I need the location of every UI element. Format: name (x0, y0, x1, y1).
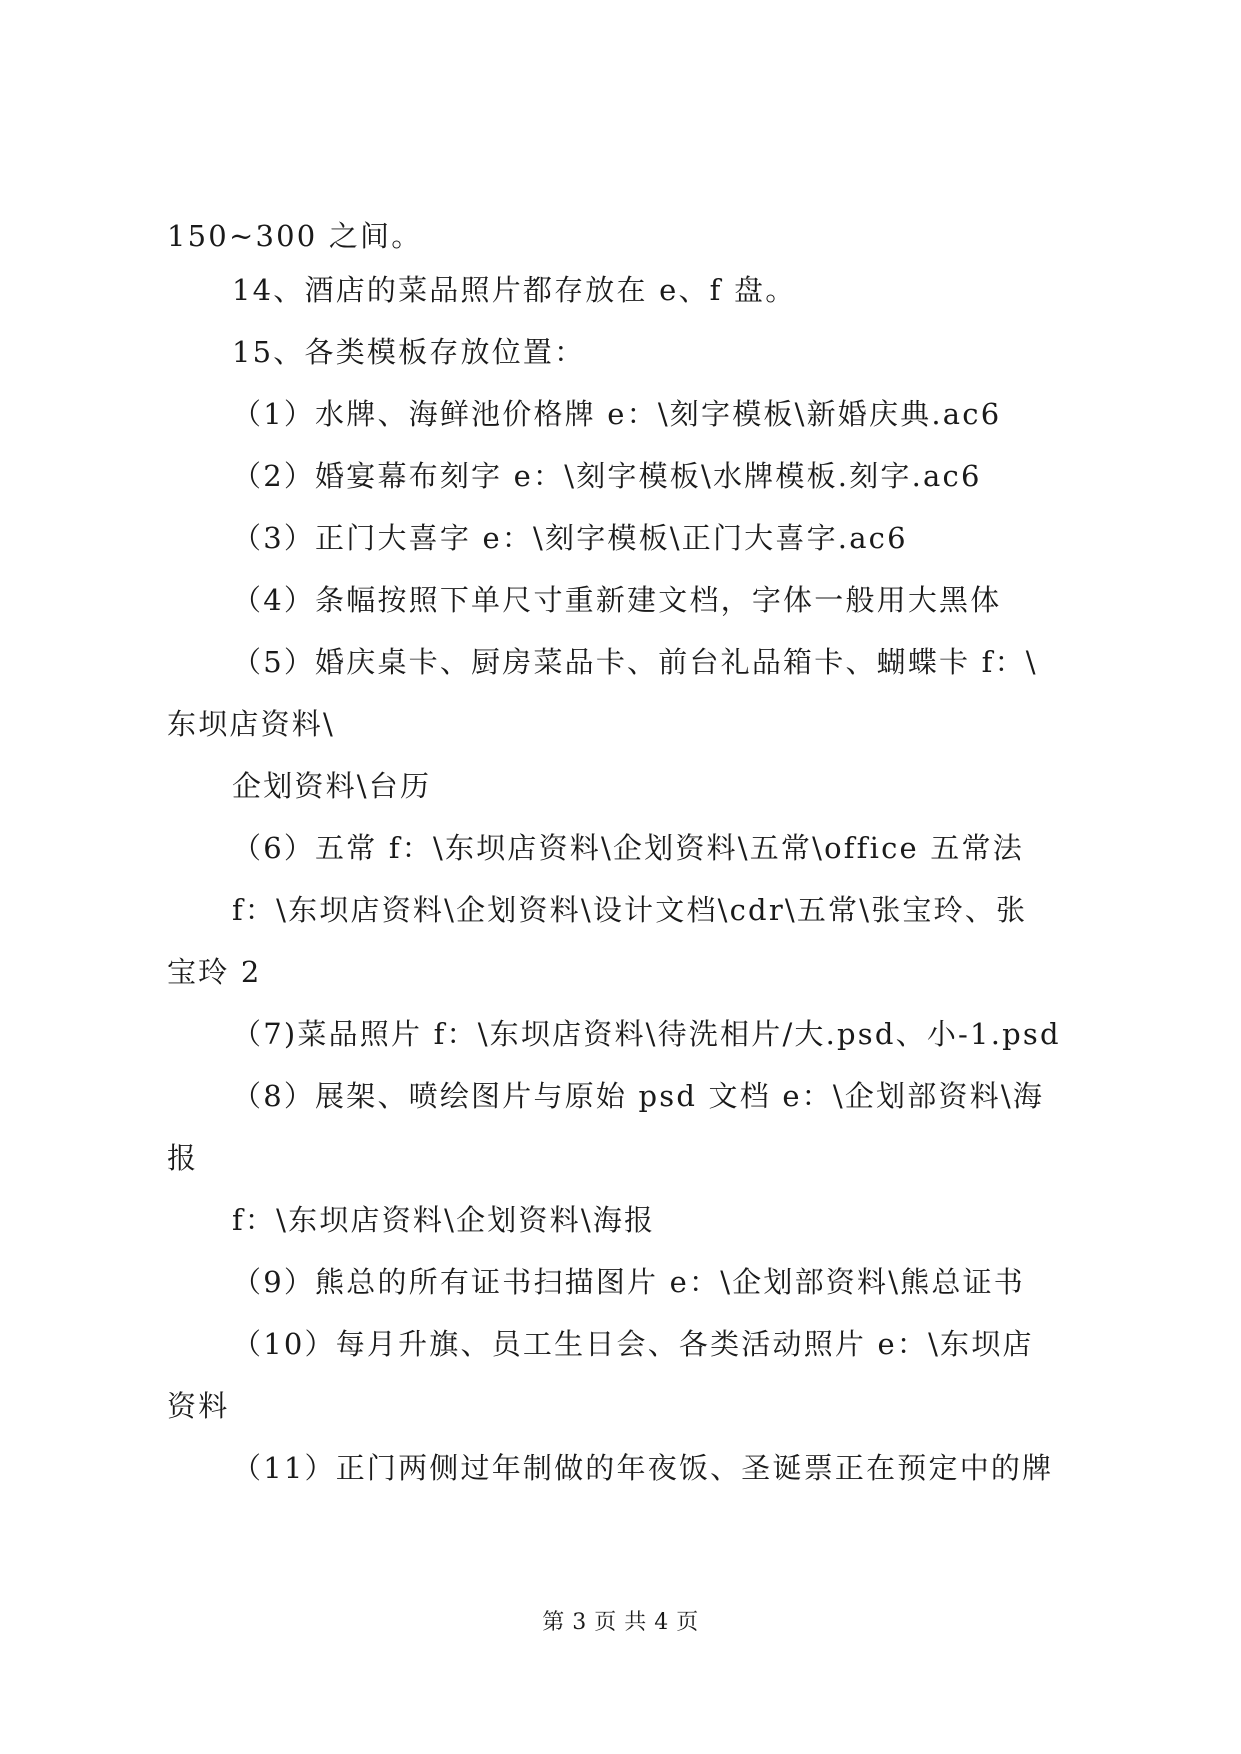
text-line: （9）熊总的所有证书扫描图片 e：\企划部资料\熊总证书 (232, 1265, 1025, 1299)
text-line: （4）条幅按照下单尺寸重新建文档，字体一般用大黑体 (232, 583, 1002, 617)
text-line: 宝玲 2 (167, 955, 262, 989)
text-line: f：\东坝店资料\企划资料\设计文档\cdr\五常\张宝玲、张 (232, 893, 1028, 927)
text-line: （5）婚庆桌卡、厨房菜品卡、前台礼品箱卡、蝴蝶卡 f：\ (232, 645, 1038, 679)
text-line: f：\东坝店资料\企划资料\海报 (232, 1203, 656, 1237)
text-line: （3）正门大喜字 e：\刻字模板\正门大喜字.ac6 (232, 521, 908, 555)
text-line: 资料 (167, 1389, 230, 1423)
page-number-footer: 第 3 页 共 4 页 (542, 1610, 699, 1635)
text-line: （1）水牌、海鲜池价格牌 e：\刻字模板\新婚庆典.ac6 (232, 397, 1002, 431)
text-line: （11）正门两侧过年制做的年夜饭、圣诞票正在预定中的牌 (232, 1451, 1054, 1485)
text-line: 14、酒店的菜品照片都存放在 e、f 盘。 (232, 273, 797, 307)
text-line: 报 (167, 1141, 199, 1175)
text-line: 150~300 之间。 (167, 219, 423, 253)
text-line: 企划资料\台历 (232, 769, 432, 803)
text-line: （2）婚宴幕布刻字 e：\刻字模板\水牌模板.刻字.ac6 (232, 459, 982, 493)
text-line: （6）五常 f：\东坝店资料\企划资料\五常\office 五常法 (232, 831, 1024, 865)
text-line: （8）展架、喷绘图片与原始 psd 文档 e：\企划部资料\海 (232, 1079, 1045, 1113)
text-line: 15、各类模板存放位置： (232, 335, 586, 369)
text-line: （7)菜品照片 f：\东坝店资料\待洗相片/大.psd、小-1.psd (232, 1017, 1061, 1051)
text-line: 东坝店资料\ (167, 707, 335, 741)
text-line: （10）每月升旗、员工生日会、各类活动照片 e：\东坝店 (232, 1327, 1034, 1361)
